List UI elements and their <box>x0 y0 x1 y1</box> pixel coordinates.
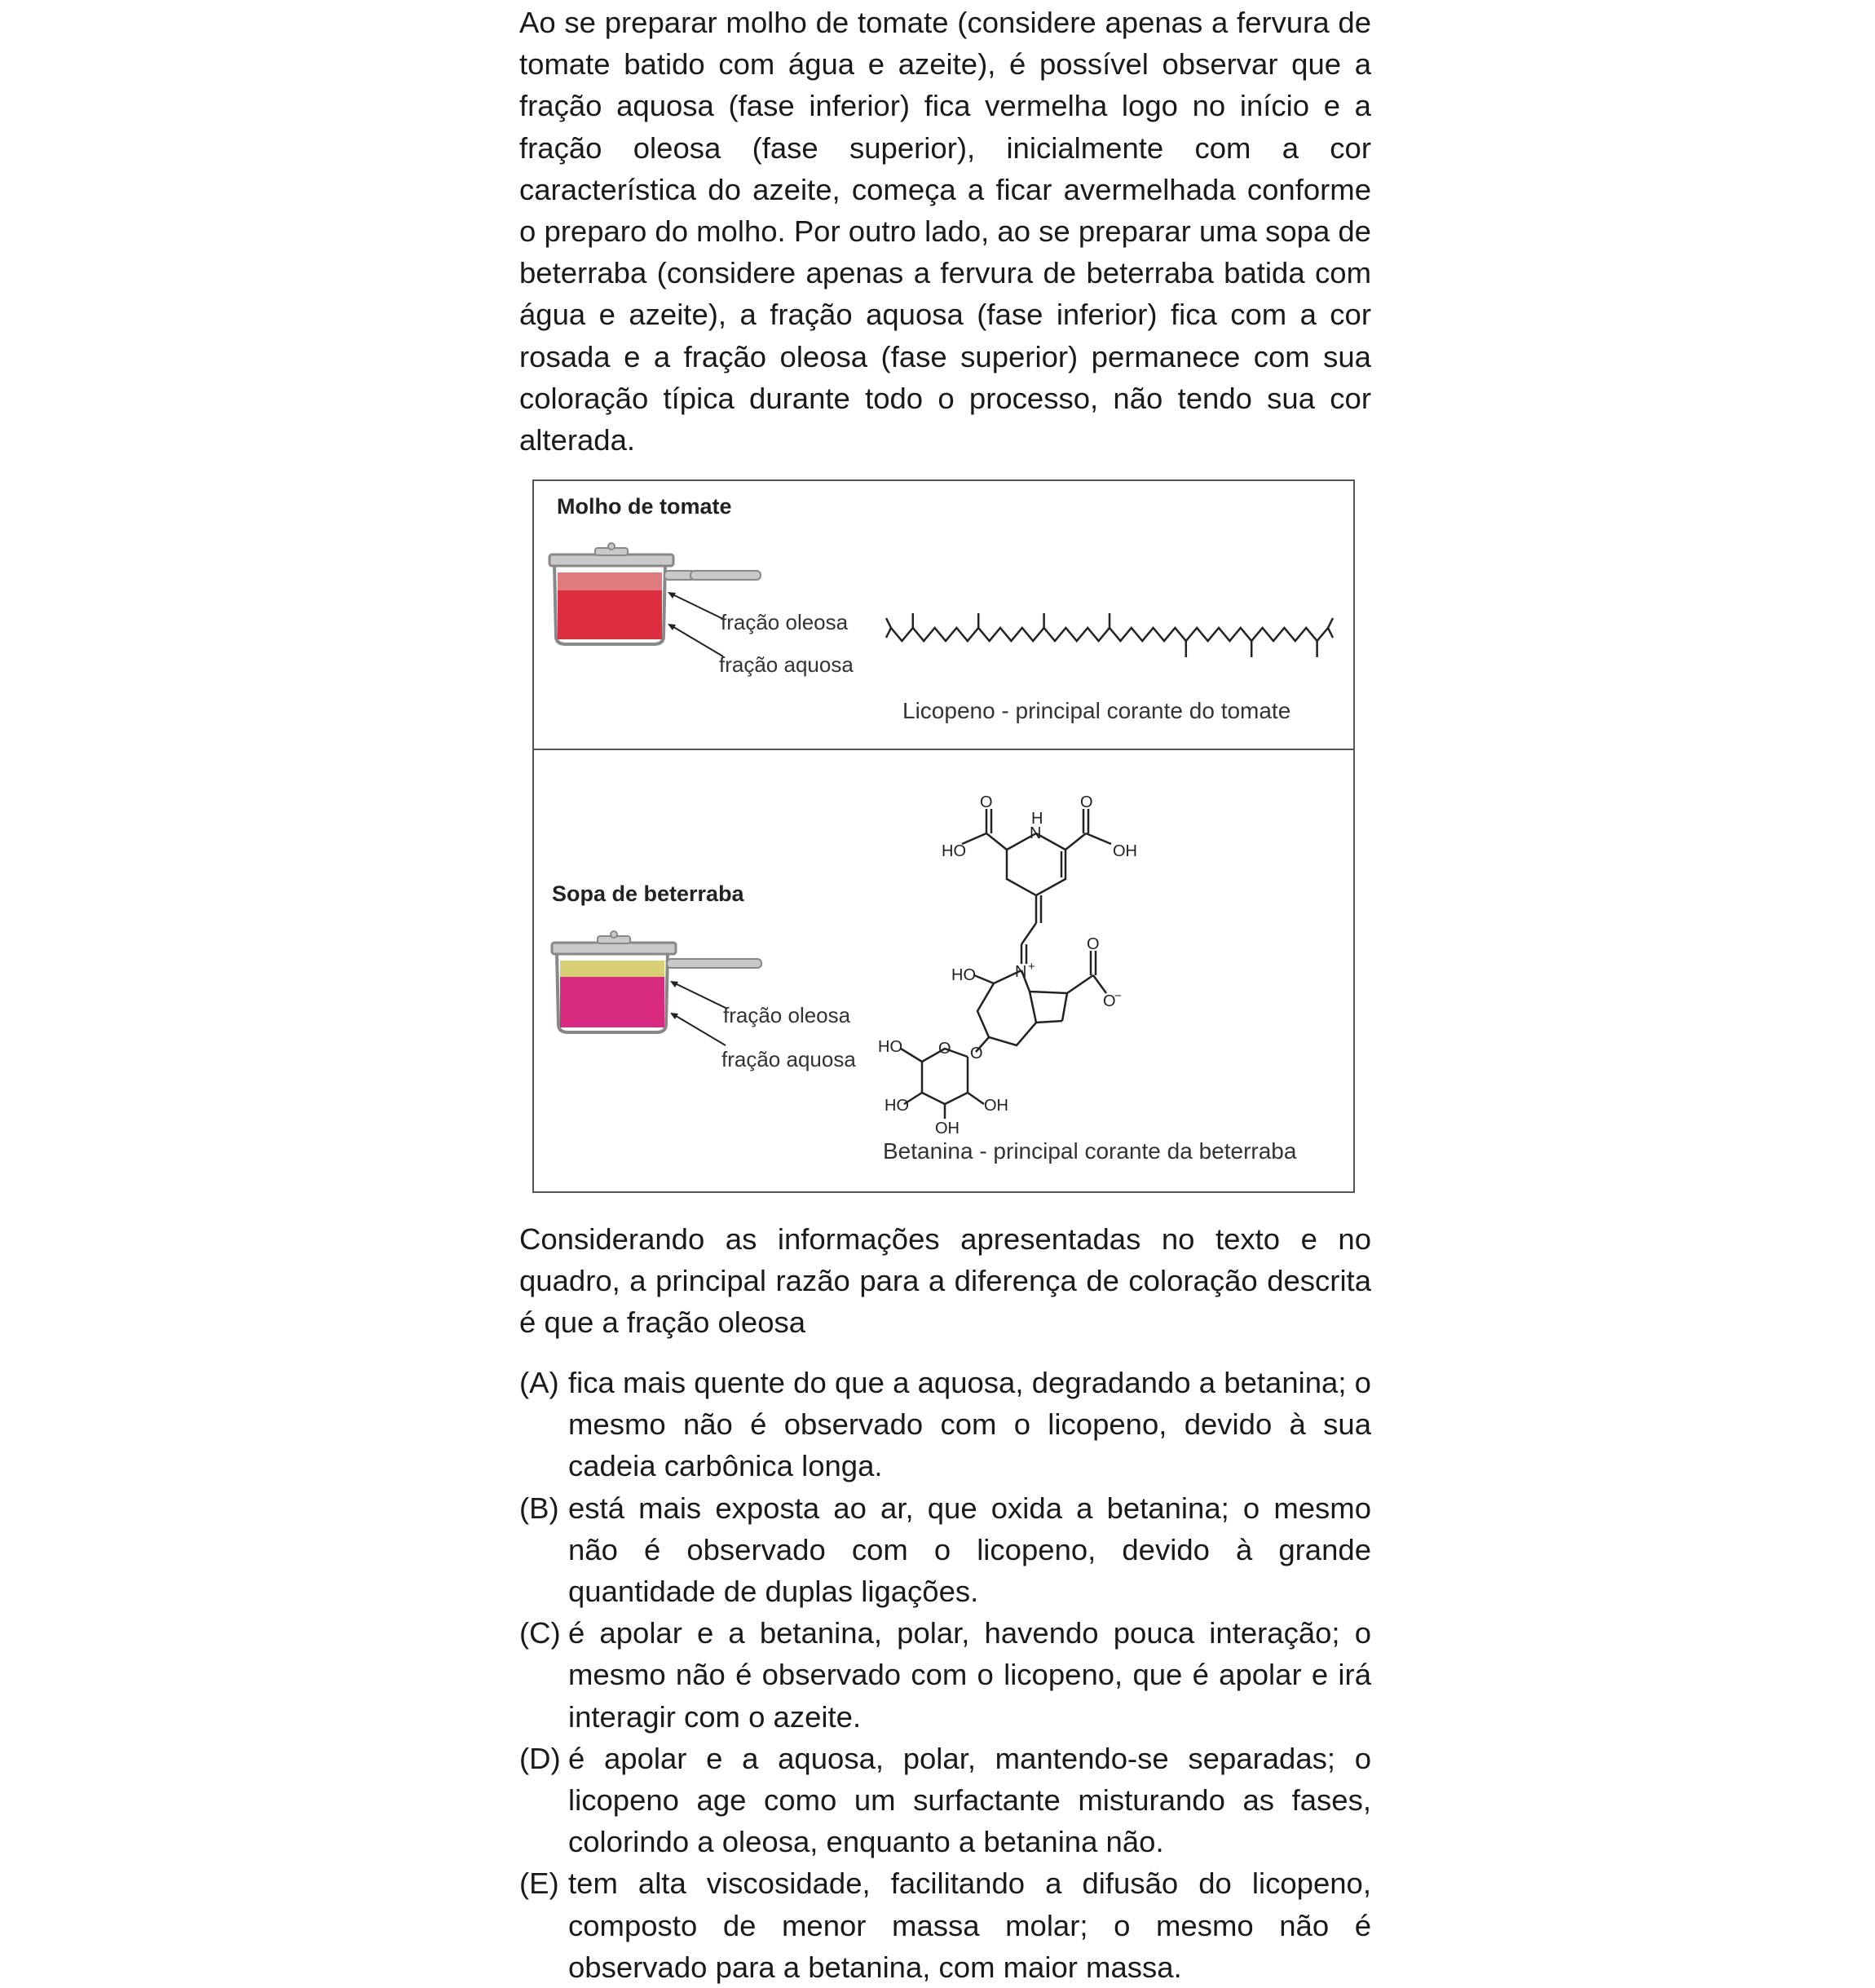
option-text: está mais exposta ao ar, que oxida a betanina; o mesmo não é observado com o licopeno, devido à grande quantidade de duplas ligações. <box>568 1491 1371 1609</box>
answer-options <box>519 1362 1371 1988</box>
betanin-atom-o: O <box>970 1045 983 1062</box>
beet-label-pointers <box>667 972 732 1054</box>
answer-option[interactable] <box>519 1612 1371 1738</box>
option-letter: (E) <box>519 1867 559 1901</box>
answer-option[interactable] <box>519 1862 1371 1988</box>
answer-option[interactable] <box>519 1487 1371 1613</box>
answer-option[interactable] <box>519 1362 1371 1487</box>
betanin-atom-h: H <box>1031 810 1043 828</box>
betanin-caption: Betanina - principal corante da beterraba <box>883 1138 1297 1164</box>
beet-pot-icon <box>549 928 679 1038</box>
betanin-atom-oh: OH <box>935 1120 960 1138</box>
option-letter: (C) <box>519 1616 561 1650</box>
figure-box <box>532 479 1355 1193</box>
beet-oil-layer <box>560 961 664 977</box>
betanin-atom-ominus: O <box>1103 992 1116 1010</box>
tomato-pot-icon <box>546 540 677 650</box>
betanin-charge-plus: + <box>1028 960 1035 974</box>
betanin-atom-nplus: N <box>1015 963 1027 981</box>
tomato-water-label: fração aquosa <box>719 652 854 677</box>
lycopene-caption: Licopeno - principal corante do tomate <box>902 698 1291 723</box>
betanin-atom-o: O <box>1087 935 1100 953</box>
betanin-atom-ho: HO <box>942 842 966 860</box>
betanin-atom-n: N <box>1030 824 1042 842</box>
beet-oil-label: fração oleosa <box>723 1003 851 1027</box>
option-letter: (B) <box>519 1491 559 1525</box>
figure-divider <box>534 749 1353 750</box>
lycopene-structure-icon <box>885 610 1341 675</box>
betanin-atom-ho: HO <box>951 966 976 984</box>
betanin-atom-oh: OH <box>1113 842 1137 860</box>
answer-option[interactable] <box>519 1738 1371 1863</box>
betanin-atom-o: O <box>938 1040 951 1058</box>
betanin-atom-ho: HO <box>885 1097 909 1115</box>
tomato-pot-handle-end <box>690 569 764 582</box>
beet-water-layer <box>560 977 664 1027</box>
betanin-charge-minus: − <box>1114 989 1122 1003</box>
option-text: fica mais quente do que a aquosa, degradando a betanina; o mesmo não é observado com o licopeno, devido à sua cadeia carbônica longa. <box>568 1366 1371 1483</box>
tomato-panel-title: Molho de tomate <box>557 494 732 519</box>
option-text: tem alta viscosidade, facilitando a difusão do licopeno, composto de menor massa molar; o mesmo não é observado para a betanina, com maior massa. <box>568 1867 1371 1984</box>
option-text: é apolar e a aquosa, polar, mantendo-se separadas; o licopeno age como um surfactante misturando as fases, colorindo a oleosa, enquanto a betanina não. <box>568 1741 1371 1859</box>
betanin-atom-oh: OH <box>984 1097 1008 1115</box>
question-stem: Considerando as informações apresentadas no texto e no quadro, a principal razão para a diferença de coloração descrita é que a fração oleosa <box>519 1222 1371 1340</box>
betanin-atom-ho: HO <box>878 1038 902 1056</box>
beet-panel-title: Sopa de beterraba <box>552 881 744 906</box>
betanin-atom-o: O <box>1080 793 1093 811</box>
option-letter: (A) <box>519 1366 559 1399</box>
option-letter: (D) <box>519 1741 561 1775</box>
beet-pot-handle <box>667 957 765 970</box>
tomato-oil-layer <box>558 572 662 590</box>
betanin-atom-o: O <box>980 793 993 811</box>
option-text: é apolar e a betanina, polar, havendo pouca interação; o mesmo não é observado com o licopeno, que é apolar e irá interagir com o azeite. <box>568 1616 1371 1734</box>
tomato-water-layer <box>558 590 662 639</box>
beet-water-label: fração aquosa <box>721 1047 856 1071</box>
betanin-structure-icon <box>878 775 1202 1138</box>
tomato-oil-label: fração oleosa <box>721 610 849 634</box>
intro-paragraph: Ao se preparar molho de tomate (considere apenas a fervura de tomate batido com água e azeite), é possível observar que a fração aquosa (fase inferior) fica vermelha logo no início e a fração oleosa (fase superior), inicialmente com a cor característica do azeite, começa a ficar avermelhada conforme o preparo do molho. Por outro lado, ao se preparar uma sopa de beterraba (considere apenas a fervura de beterraba batida com água e azeite), a fração aquosa (fase inferior) fica com a cor rosada e a fração oleosa (fase superior) permanece com sua coloração típica durante todo o processo, não tendo sua cor alterada. <box>519 6 1371 457</box>
